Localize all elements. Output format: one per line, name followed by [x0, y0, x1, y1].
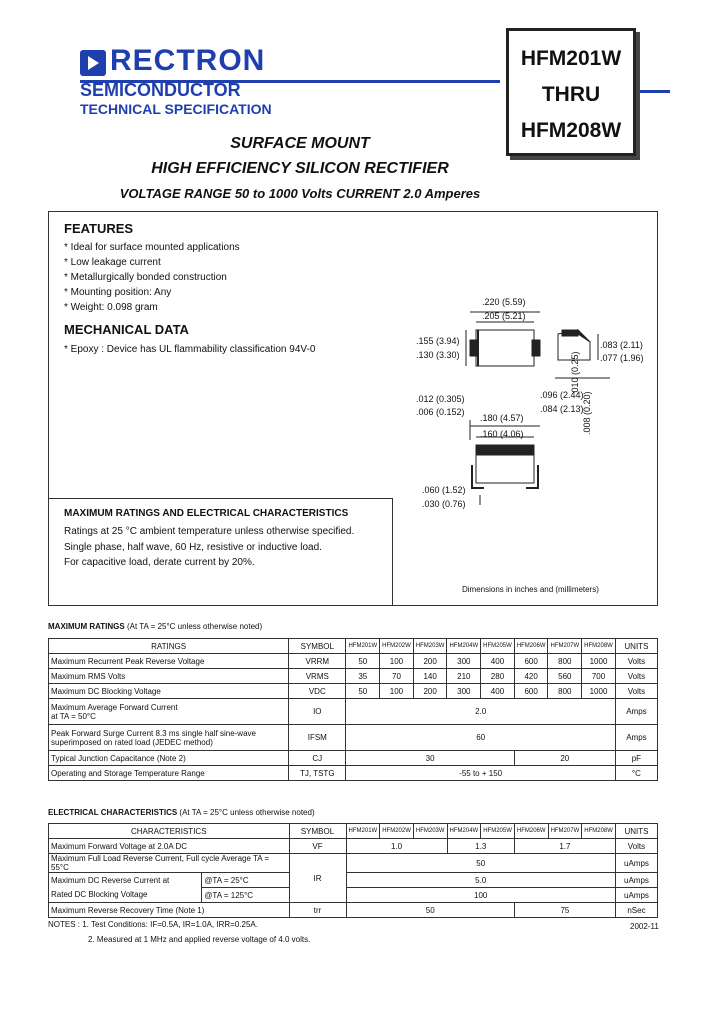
cell-value: 100: [380, 684, 414, 699]
cell-value: 50: [346, 854, 615, 873]
col-header: UNITS: [615, 639, 657, 654]
cell-value: 35: [346, 669, 380, 684]
notes: [48, 917, 310, 947]
row-label: Maximum Forward Voltage at 2.0A DC: [49, 839, 290, 854]
row-symbol: IR: [289, 854, 346, 903]
row-condition: @TA = 25°C: [202, 873, 289, 888]
title-rectifier: HIGH EFFICIENCY SILICON RECTIFIER: [151, 160, 449, 177]
row-unit: Amps: [615, 725, 657, 751]
col-header: RATINGS: [49, 639, 289, 654]
table-row: [49, 669, 658, 684]
part-last: HFM208W: [520, 119, 622, 142]
brand-divider-right: [640, 90, 670, 93]
brand-name: RECTRON: [110, 44, 266, 77]
row-unit: nSec: [615, 903, 657, 918]
col-header: HFM207W: [548, 824, 582, 839]
elec-char-caption-note: (At TA = 25°C unless otherwise noted): [177, 808, 315, 817]
revision-date: 2002-11: [630, 922, 659, 931]
dim-lead-thick-max: .010 (0.25): [570, 351, 580, 395]
col-header: HFM201W: [346, 639, 380, 654]
cell-value: -55 to + 150: [346, 766, 615, 781]
col-header: CHARACTERISTICS: [49, 824, 290, 839]
mechanical-heading: MECHANICAL DATA: [64, 322, 189, 337]
col-header: HFM201W: [346, 824, 380, 839]
table-row: [49, 751, 658, 766]
feature-item: * Metallurgically bonded construction: [64, 272, 227, 283]
col-header: HFM202W: [380, 824, 414, 839]
table-row: [49, 903, 658, 918]
cell-value: 210: [447, 669, 481, 684]
elec-char-caption-title: ELECTRICAL CHARACTERISTICS: [48, 808, 178, 817]
row-label: Maximum RMS Volts: [49, 669, 289, 684]
cell-value: 50: [346, 684, 380, 699]
dimensions-note: Dimensions in inches and (millimeters): [462, 585, 599, 594]
row-label: Maximum DC Reverse Current at: [49, 873, 202, 888]
title-surface-mount: SURFACE MOUNT: [230, 135, 370, 152]
row-label: Maximum Recurrent Peak Reverse Voltage: [49, 654, 289, 669]
dim-body-max: .180 (4.57): [480, 413, 524, 423]
cell-value: 1000: [582, 684, 616, 699]
ratings-notice-line: Ratings at 25 °C ambient temperature unless otherwise specified.: [64, 526, 355, 537]
table-header-row: [49, 824, 658, 839]
col-header: HFM205W: [481, 824, 515, 839]
row-unit: °C: [615, 766, 657, 781]
row-label: [49, 699, 289, 725]
col-header: HFM204W: [447, 639, 481, 654]
row-symbol: IO: [289, 699, 346, 725]
feature-item: * Ideal for surface mounted applications: [64, 242, 240, 253]
cell-value: 70: [380, 669, 414, 684]
max-ratings-table: [48, 638, 658, 781]
note-line: NOTES : 1. Test Conditions: IF=0.5A, IR=1.0A, IRR=0.25A.: [48, 920, 258, 929]
ratings-notice-line: Single phase, half wave, 60 Hz, resistive or inductive load.: [64, 541, 322, 553]
row-symbol: VF: [289, 839, 346, 854]
cell-value: 400: [481, 654, 515, 669]
col-header: UNITS: [615, 824, 657, 839]
dim-height-max: .155 (3.94): [416, 336, 460, 346]
table-row: [49, 725, 658, 751]
dim-lead-min: .077 (1.96): [600, 353, 644, 363]
ratings-notice-line: For capacitive load, derate current by 20%.: [64, 557, 255, 568]
cell-value: 1.0: [346, 839, 447, 854]
col-header: HFM202W: [380, 639, 414, 654]
col-header: HFM205W: [481, 639, 515, 654]
cell-value: 60: [346, 725, 615, 751]
cell-value: 300: [447, 654, 481, 669]
feature-item: * Weight: 0.098 gram: [64, 302, 158, 313]
row-unit: uAmps: [615, 873, 657, 888]
row-label-line: Peak Forward Surge Current 8.3 ms single half sine-wave: [51, 728, 256, 738]
elec-char-table: [48, 823, 658, 918]
dim-foot-min: .030 (0.76): [422, 499, 466, 509]
cell-value: 50: [346, 903, 514, 918]
cell-value: 100: [346, 888, 615, 903]
cell-value: 1000: [582, 654, 616, 669]
features-heading: FEATURES: [64, 221, 134, 236]
max-ratings-caption-title: MAXIMUM RATINGS: [48, 622, 125, 631]
cell-value: 800: [548, 684, 582, 699]
row-label: Maximum Full Load Reverse Current, Full cycle Average TA = 55°C: [49, 854, 290, 873]
table-row: [49, 766, 658, 781]
row-symbol: VRMS: [289, 669, 346, 684]
cell-value: 600: [514, 684, 548, 699]
cell-value: 140: [413, 669, 447, 684]
max-ratings-caption: [48, 622, 262, 631]
cell-value: 280: [481, 669, 515, 684]
col-header: HFM206W: [514, 824, 548, 839]
row-label: Maximum Reverse Recovery Time (Note 1): [49, 903, 290, 918]
max-ratings-caption-note: (At TA = 25°C unless otherwise noted): [124, 622, 263, 631]
dim-side-max: .096 (2.44): [540, 390, 584, 400]
dim-thick-min: .006 (0.152): [416, 407, 465, 417]
row-symbol: CJ: [289, 751, 346, 766]
dim-side-min: .084 (2.13): [540, 404, 584, 414]
dim-width-max: .220 (5.59): [482, 297, 526, 307]
dim-body-min: .160 (4.06): [480, 429, 524, 439]
cell-value: 75: [514, 903, 615, 918]
mechanical-text: * Epoxy : Device has UL flammability classification 94V-0: [64, 344, 316, 355]
col-header: HFM206W: [514, 639, 548, 654]
row-symbol: VDC: [289, 684, 346, 699]
col-header: SYMBOL: [289, 639, 346, 654]
cell-value: 300: [447, 684, 481, 699]
cell-value: 420: [514, 669, 548, 684]
table-row: [49, 873, 658, 888]
row-unit: Volts: [615, 654, 657, 669]
col-header: HFM204W: [447, 824, 481, 839]
dim-foot-max: .060 (1.52): [422, 485, 466, 495]
brand-division: SEMICONDUCTOR: [80, 80, 241, 100]
row-condition: @TA = 125°C: [202, 888, 289, 903]
dim-lead-max: .083 (2.11): [600, 340, 643, 350]
cell-value: 50: [346, 654, 380, 669]
cell-value: 100: [380, 654, 414, 669]
feature-item: * Low leakage current: [64, 257, 161, 268]
row-unit: uAmps: [615, 854, 657, 873]
table-row: [49, 888, 658, 903]
table-header-row: [49, 639, 658, 654]
cell-value: 1.7: [514, 839, 615, 854]
features-list: [64, 240, 240, 315]
col-header: HFM208W: [582, 639, 616, 654]
cell-value: 30: [346, 751, 514, 766]
row-label: [49, 725, 289, 751]
cell-value: 560: [548, 669, 582, 684]
col-header: HFM203W: [413, 639, 447, 654]
cell-value: 200: [413, 684, 447, 699]
feature-item: * Mounting position: Any: [64, 287, 172, 298]
col-header: SYMBOL: [289, 824, 346, 839]
row-symbol: TJ, TSTG: [289, 766, 346, 781]
row-symbol: IFSM: [289, 725, 346, 751]
col-header: HFM208W: [582, 824, 616, 839]
ratings-notice-lines: [64, 524, 354, 571]
row-label-line: at TA = 50°C: [51, 711, 96, 721]
cell-value: 200: [413, 654, 447, 669]
row-label: Maximum DC Blocking Voltage: [49, 684, 289, 699]
row-unit: Volts: [615, 669, 657, 684]
table-row: [49, 854, 658, 873]
row-unit: uAmps: [615, 888, 657, 903]
table-row: [49, 839, 658, 854]
dim-width-min: .205 (5.21): [482, 311, 526, 321]
table-row: [49, 684, 658, 699]
cell-value: 400: [481, 684, 515, 699]
dim-lead-thick-min: .008 (0.20): [582, 391, 592, 435]
row-label-line: Maximum Average Forward Current: [51, 702, 178, 712]
cell-value: 5.0: [346, 873, 615, 888]
ratings-notice-heading: MAXIMUM RATINGS AND ELECTRICAL CHARACTERISTICS: [64, 508, 349, 519]
table-row: [49, 654, 658, 669]
elec-char-caption: [48, 808, 315, 817]
row-symbol: trr: [289, 903, 346, 918]
cell-value: 2.0: [346, 699, 615, 725]
cell-value: 20: [514, 751, 615, 766]
row-unit: pF: [615, 751, 657, 766]
row-symbol: VRRM: [289, 654, 346, 669]
table-row: [49, 699, 658, 725]
cell-value: 600: [514, 654, 548, 669]
row-unit: Volts: [615, 839, 657, 854]
row-unit: Volts: [615, 684, 657, 699]
brand-subtitle: TECHNICAL SPECIFICATION: [80, 101, 272, 117]
title-voltage-range: VOLTAGE RANGE 50 to 1000 Volts CURRENT 2.0 Amperes: [119, 186, 481, 201]
col-header: HFM203W: [413, 824, 447, 839]
note-line: 2. Measured at 1 MHz and applied reverse voltage of 4.0 volts.: [88, 935, 311, 944]
row-label: Operating and Storage Temperature Range: [49, 766, 289, 781]
rectron-logo-icon: [80, 50, 106, 76]
row-label-line: superimposed on rated load (JEDEC method): [51, 737, 213, 747]
cell-value: 700: [582, 669, 616, 684]
row-label: Typical Junction Capacitance (Note 2): [49, 751, 289, 766]
row-unit: Amps: [615, 699, 657, 725]
cell-value: 1.3: [447, 839, 514, 854]
part-first: HFM201W: [520, 47, 622, 70]
dim-thick-max: .012 (0.305): [416, 394, 465, 404]
part-thru: THRU: [541, 83, 601, 106]
row-label: Rated DC Blocking Voltage: [49, 888, 202, 903]
col-header: HFM207W: [548, 639, 582, 654]
dim-height-min: .130 (3.30): [416, 350, 460, 360]
cell-value: 800: [548, 654, 582, 669]
